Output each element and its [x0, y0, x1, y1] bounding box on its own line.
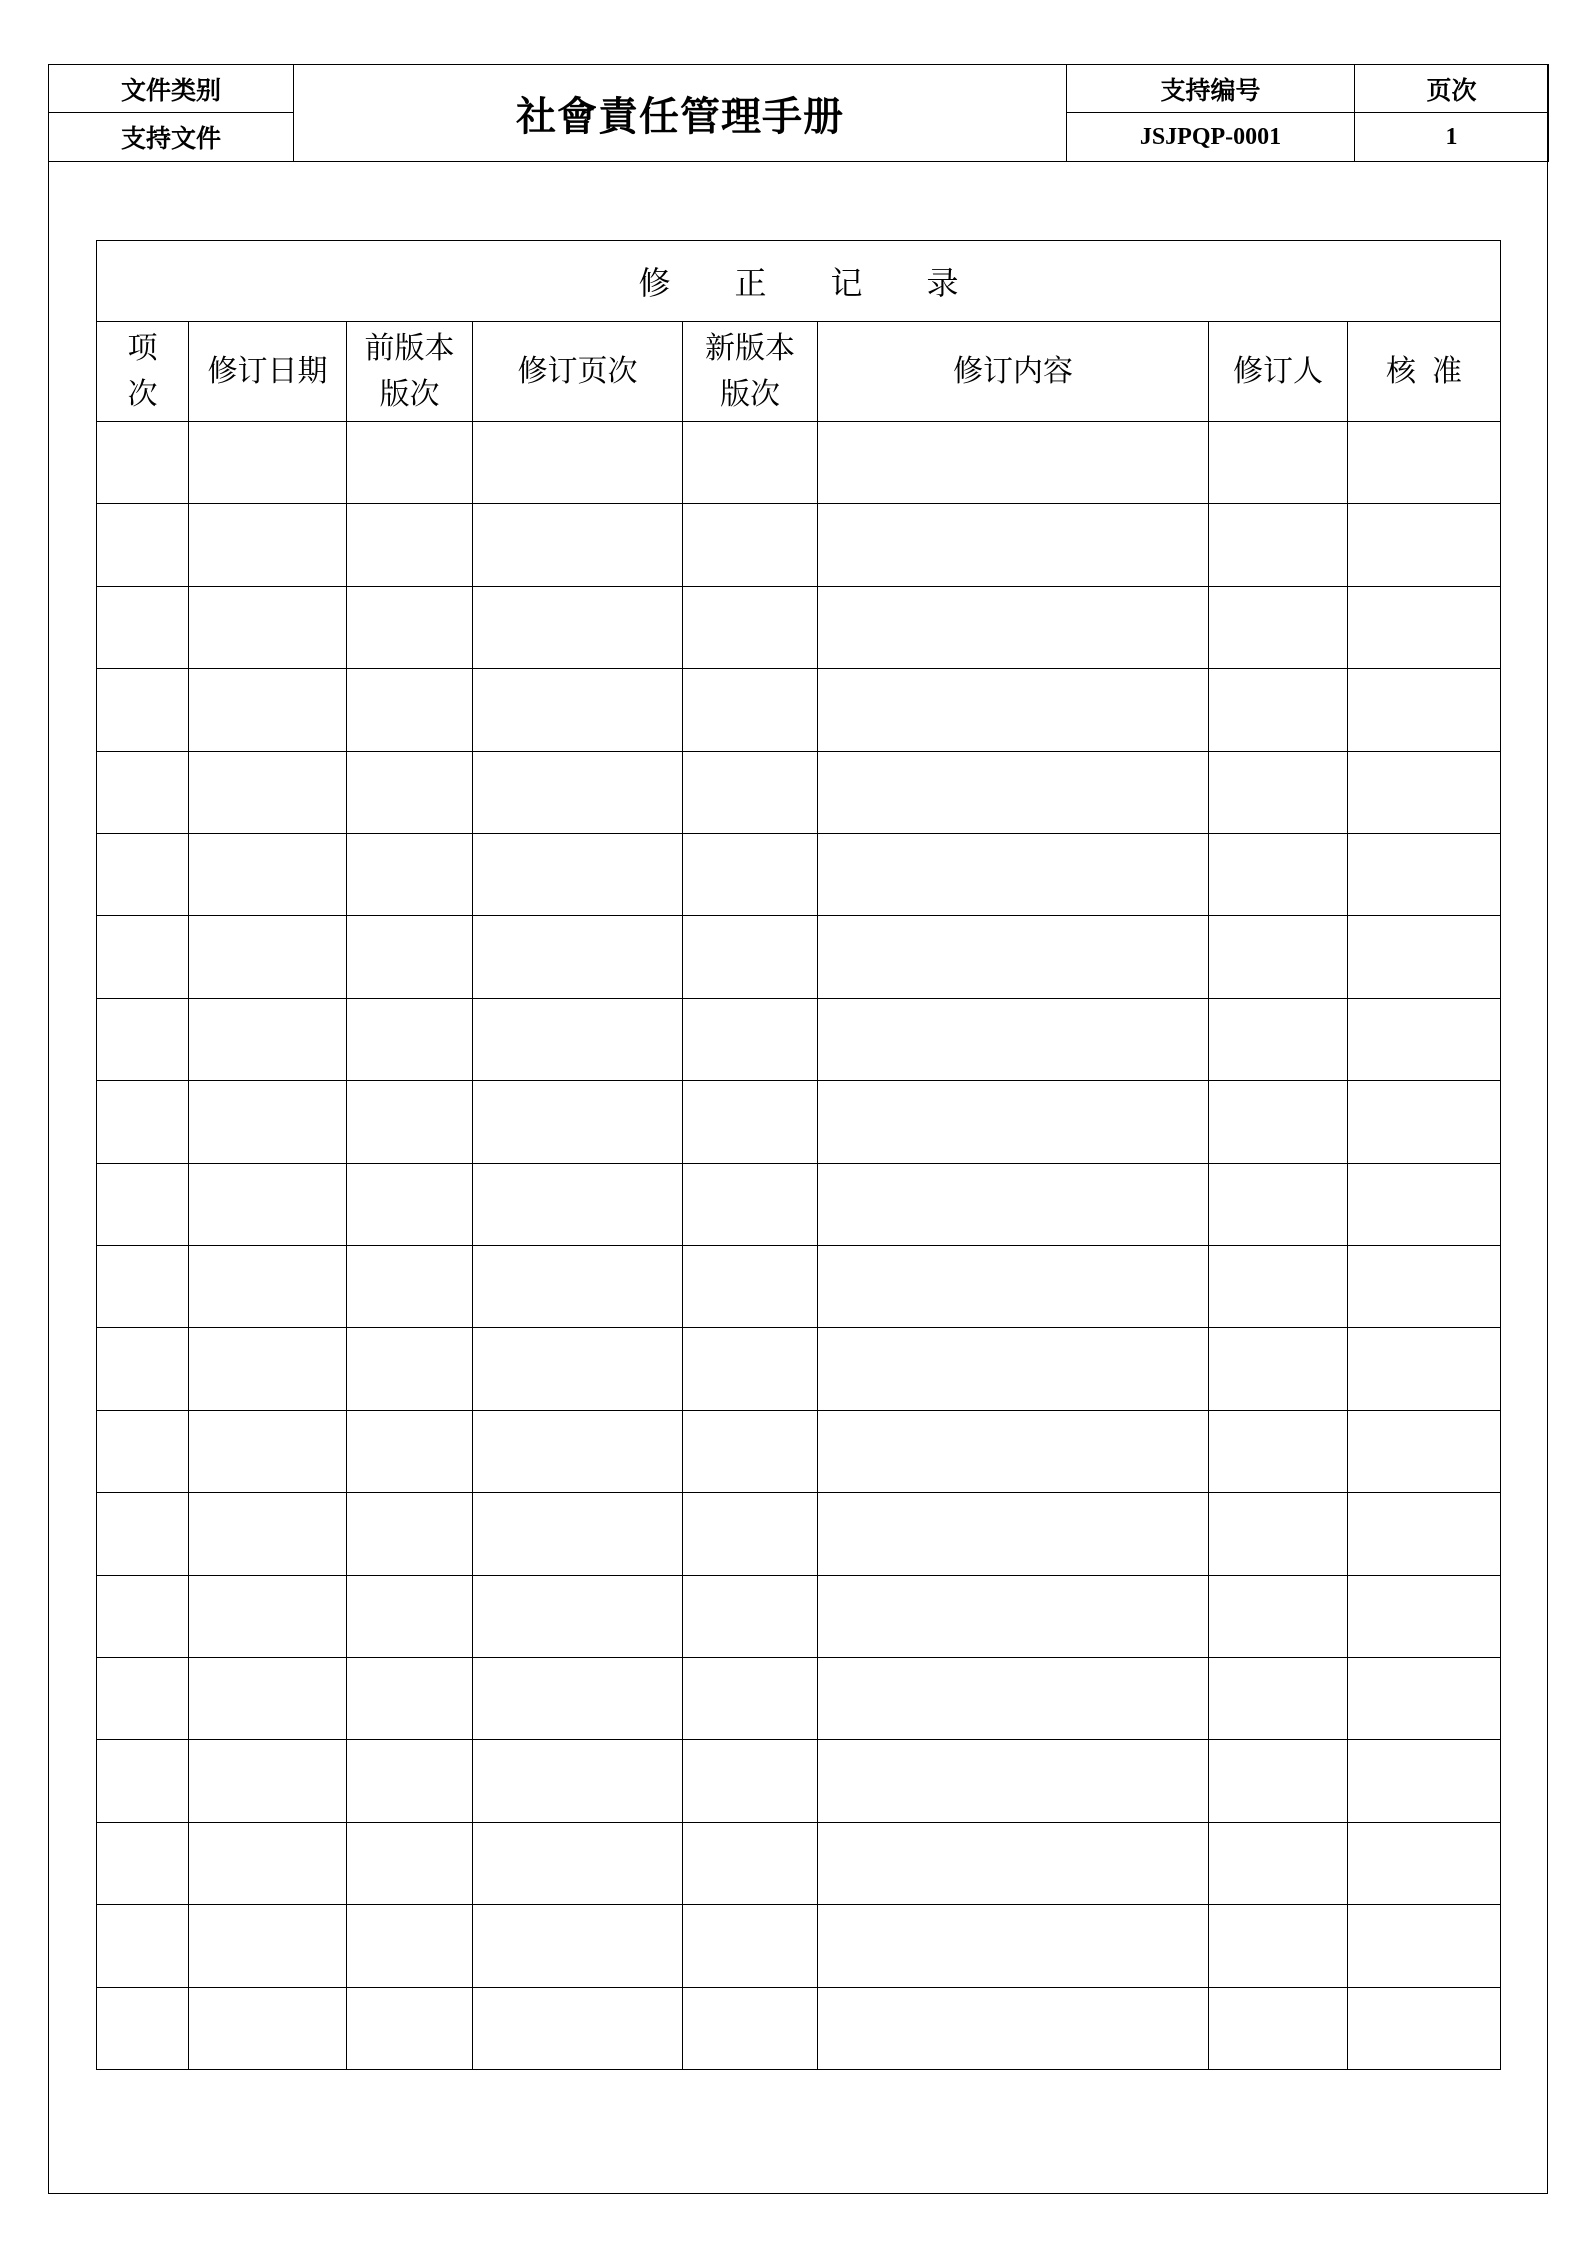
table-cell-approval: [1348, 1657, 1501, 1739]
table-cell-item-no: [97, 1410, 189, 1492]
table-cell-revised-pages: [473, 1657, 683, 1739]
table-cell-new-version: [683, 998, 818, 1080]
table-cell-revision-date: [189, 833, 347, 915]
table-cell-approval: [1348, 1163, 1501, 1245]
table-cell-revised-pages: [473, 751, 683, 833]
table-row: [97, 1987, 1501, 2069]
table-cell-previous-version: [347, 669, 473, 751]
table-cell-previous-version: [347, 1493, 473, 1575]
table-cell-approval: [1348, 998, 1501, 1080]
table-cell-approval: [1348, 1740, 1501, 1822]
table-cell-previous-version: [347, 1245, 473, 1327]
table-cell-reviser: [1209, 1740, 1348, 1822]
page-number-value: 1: [1355, 113, 1549, 162]
table-cell-revised-pages: [473, 1575, 683, 1657]
table-cell-revision-content: [818, 1081, 1209, 1163]
column-header-line2: 版次: [379, 376, 440, 412]
column-header-approval: [1348, 322, 1501, 421]
table-cell-item-no: [97, 421, 189, 503]
table-cell-approval: [1348, 586, 1501, 668]
table-row: [97, 421, 1501, 503]
table-cell-previous-version: [347, 1822, 473, 1904]
table-cell-approval: [1348, 504, 1501, 586]
table-cell-approval: [1348, 1081, 1501, 1163]
table-cell-new-version: [683, 751, 818, 833]
table-cell-previous-version: [347, 504, 473, 586]
table-row: [97, 1493, 1501, 1575]
table-cell-reviser: [1209, 1493, 1348, 1575]
table-cell-revision-date: [189, 916, 347, 998]
table-cell-reviser: [1209, 1657, 1348, 1739]
table-cell-revised-pages: [473, 669, 683, 751]
table-cell-previous-version: [347, 1410, 473, 1492]
column-header-item-no: [97, 322, 189, 421]
table-cell-approval: [1348, 1575, 1501, 1657]
table-cell-revised-pages: [473, 421, 683, 503]
table-cell-revision-date: [189, 1575, 347, 1657]
table-cell-revision-date: [189, 1657, 347, 1739]
table-cell-reviser: [1209, 1245, 1348, 1327]
table-cell-revised-pages: [473, 1987, 683, 2069]
table-cell-item-no: [97, 586, 189, 668]
table-cell-reviser: [1209, 1328, 1348, 1410]
table-cell-previous-version: [347, 833, 473, 915]
table-cell-revised-pages: [473, 1740, 683, 1822]
document-header: [48, 64, 1549, 162]
column-header-line2: 版次: [720, 376, 780, 412]
table-cell-reviser: [1209, 833, 1348, 915]
table-cell-revised-pages: [473, 1410, 683, 1492]
revision-record-table: [96, 240, 1501, 2070]
table-cell-new-version: [683, 1575, 818, 1657]
table-row: [97, 1822, 1501, 1904]
table-cell-revision-date: [189, 751, 347, 833]
table-cell-revision-date: [189, 1163, 347, 1245]
table-cell-item-no: [97, 833, 189, 915]
table-cell-previous-version: [347, 1740, 473, 1822]
table-cell-revised-pages: [473, 916, 683, 998]
table-cell-new-version: [683, 1740, 818, 1822]
table-row: [97, 1575, 1501, 1657]
table-cell-reviser: [1209, 421, 1348, 503]
table-cell-revision-date: [189, 504, 347, 586]
table-row: [97, 669, 1501, 751]
table-cell-revision-date: [189, 669, 347, 751]
table-cell-item-no: [97, 1740, 189, 1822]
table-cell-revised-pages: [473, 1493, 683, 1575]
table-cell-revised-pages: [473, 998, 683, 1080]
column-header-line1: 修订内容: [953, 353, 1073, 389]
column-header-new-version: [683, 322, 818, 421]
document-title: 社會責任管理手册: [294, 65, 1067, 162]
table-cell-revision-date: [189, 421, 347, 503]
table-cell-approval: [1348, 1822, 1501, 1904]
table-cell-new-version: [683, 833, 818, 915]
column-header-line1: 修订人: [1233, 353, 1323, 389]
table-cell-revision-date: [189, 1081, 347, 1163]
table-cell-previous-version: [347, 1657, 473, 1739]
table-cell-reviser: [1209, 916, 1348, 998]
file-category-value: 支持文件: [49, 113, 294, 162]
table-cell-item-no: [97, 1493, 189, 1575]
table-cell-new-version: [683, 1328, 818, 1410]
column-header-line1: 前版本: [364, 330, 455, 366]
table-cell-approval: [1348, 751, 1501, 833]
table-cell-new-version: [683, 1987, 818, 2069]
table-cell-previous-version: [347, 1575, 473, 1657]
table-row: [97, 1410, 1501, 1492]
table-cell-revision-content: [818, 669, 1209, 751]
table-cell-item-no: [97, 504, 189, 586]
table-cell-new-version: [683, 1822, 818, 1904]
table-cell-item-no: [97, 1163, 189, 1245]
column-header-reviser: [1209, 322, 1348, 421]
table-row: [97, 586, 1501, 668]
table-cell-item-no: [97, 1081, 189, 1163]
table-cell-approval: [1348, 1493, 1501, 1575]
table-row: [97, 1657, 1501, 1739]
table-cell-reviser: [1209, 1410, 1348, 1492]
table-cell-item-no: [97, 1575, 189, 1657]
table-cell-previous-version: [347, 1163, 473, 1245]
table-cell-approval: [1348, 669, 1501, 751]
table-cell-reviser: [1209, 504, 1348, 586]
table-cell-new-version: [683, 1081, 818, 1163]
table-cell-revised-pages: [473, 1822, 683, 1904]
table-cell-reviser: [1209, 1822, 1348, 1904]
table-cell-new-version: [683, 1493, 818, 1575]
table-cell-revision-content: [818, 504, 1209, 586]
table-cell-approval: [1348, 1987, 1501, 2069]
table-cell-revision-content: [818, 751, 1209, 833]
table-cell-item-no: [97, 1245, 189, 1327]
table-cell-previous-version: [347, 1905, 473, 1987]
table-row: [97, 1328, 1501, 1410]
table-cell-revision-date: [189, 1822, 347, 1904]
doc-number-value: JSJPQP-0001: [1067, 113, 1355, 162]
column-header-revised-pages: [473, 322, 683, 421]
table-cell-new-version: [683, 586, 818, 668]
table-cell-revised-pages: [473, 1905, 683, 1987]
table-cell-item-no: [97, 916, 189, 998]
table-row: [97, 504, 1501, 586]
table-cell-revision-content: [818, 1493, 1209, 1575]
table-cell-revision-content: [818, 1657, 1209, 1739]
table-cell-new-version: [683, 421, 818, 503]
table-cell-previous-version: [347, 421, 473, 503]
table-cell-revision-content: [818, 586, 1209, 668]
file-category-label: 文件类别: [49, 65, 294, 113]
column-header-previous-version: [347, 322, 473, 421]
table-cell-reviser: [1209, 586, 1348, 668]
table-cell-new-version: [683, 916, 818, 998]
table-cell-approval: [1348, 1245, 1501, 1327]
table-cell-reviser: [1209, 1163, 1348, 1245]
table-cell-approval: [1348, 916, 1501, 998]
table-row: [97, 833, 1501, 915]
table-cell-previous-version: [347, 998, 473, 1080]
table-cell-reviser: [1209, 1575, 1348, 1657]
table-row: [97, 1740, 1501, 1822]
table-cell-item-no: [97, 1822, 189, 1904]
table-cell-previous-version: [347, 1328, 473, 1410]
column-header-line1: 修订日期: [207, 353, 328, 389]
column-header-line1: 修订页次: [517, 353, 638, 389]
page-label: 页次: [1355, 65, 1549, 113]
table-cell-revision-content: [818, 1905, 1209, 1987]
table-cell-revision-date: [189, 998, 347, 1080]
table-cell-new-version: [683, 1410, 818, 1492]
table-cell-item-no: [97, 669, 189, 751]
table-cell-reviser: [1209, 1987, 1348, 2069]
column-header-line2: 次: [127, 376, 158, 412]
table-cell-revision-content: [818, 421, 1209, 503]
table-cell-revision-content: [818, 998, 1209, 1080]
table-cell-approval: [1348, 1328, 1501, 1410]
table-cell-revised-pages: [473, 1081, 683, 1163]
table-cell-item-no: [97, 1987, 189, 2069]
table-cell-new-version: [683, 1245, 818, 1327]
table-cell-item-no: [97, 1905, 189, 1987]
table-cell-item-no: [97, 998, 189, 1080]
table-row: [97, 1905, 1501, 1987]
table-cell-reviser: [1209, 669, 1348, 751]
table-cell-previous-version: [347, 751, 473, 833]
table-cell-previous-version: [347, 1987, 473, 2069]
table-cell-approval: [1348, 833, 1501, 915]
table-cell-revision-content: [818, 1740, 1209, 1822]
table-cell-approval: [1348, 1410, 1501, 1492]
table-cell-new-version: [683, 669, 818, 751]
table-cell-revision-content: [818, 833, 1209, 915]
column-header-revision-date: [189, 322, 347, 421]
table-cell-new-version: [683, 1905, 818, 1987]
table-row: [97, 916, 1501, 998]
table-cell-revision-content: [818, 1822, 1209, 1904]
table-cell-revision-content: [818, 916, 1209, 998]
column-header-line1: 核准: [1386, 353, 1478, 389]
table-cell-reviser: [1209, 1081, 1348, 1163]
table-cell-revision-date: [189, 1328, 347, 1410]
table-cell-approval: [1348, 421, 1501, 503]
table-cell-new-version: [683, 504, 818, 586]
table-cell-revision-content: [818, 1575, 1209, 1657]
table-cell-previous-version: [347, 1081, 473, 1163]
table-cell-revision-date: [189, 1493, 347, 1575]
table-cell-reviser: [1209, 751, 1348, 833]
table-row: [97, 1245, 1501, 1327]
table-row: [97, 1081, 1501, 1163]
table-cell-previous-version: [347, 916, 473, 998]
table-cell-revision-content: [818, 1987, 1209, 2069]
table-cell-revision-date: [189, 1987, 347, 2069]
table-cell-reviser: [1209, 998, 1348, 1080]
table-row: [97, 751, 1501, 833]
table-cell-reviser: [1209, 1905, 1348, 1987]
table-cell-new-version: [683, 1657, 818, 1739]
column-header-line1: 项: [127, 330, 158, 366]
table-cell-revised-pages: [473, 1163, 683, 1245]
table-cell-revision-content: [818, 1328, 1209, 1410]
table-cell-item-no: [97, 751, 189, 833]
revision-table-title: [97, 241, 1501, 322]
table-row: [97, 998, 1501, 1080]
table-cell-revised-pages: [473, 504, 683, 586]
column-header-revision-content: [818, 322, 1209, 421]
table-cell-revised-pages: [473, 586, 683, 668]
table-cell-revised-pages: [473, 1245, 683, 1327]
table-cell-revision-date: [189, 1905, 347, 1987]
table-cell-revision-date: [189, 1740, 347, 1822]
table-cell-revision-date: [189, 586, 347, 668]
table-row: [97, 1163, 1501, 1245]
table-cell-item-no: [97, 1657, 189, 1739]
table-cell-revision-date: [189, 1410, 347, 1492]
table-cell-revised-pages: [473, 833, 683, 915]
column-header-line1: 新版本: [705, 330, 795, 366]
table-cell-approval: [1348, 1905, 1501, 1987]
table-cell-revised-pages: [473, 1328, 683, 1410]
table-cell-new-version: [683, 1163, 818, 1245]
doc-number-label: 支持编号: [1067, 65, 1355, 113]
revision-table-title-text: 修正记录: [638, 264, 1023, 303]
table-cell-previous-version: [347, 586, 473, 668]
table-cell-item-no: [97, 1328, 189, 1410]
table-cell-revision-content: [818, 1245, 1209, 1327]
table-cell-revision-content: [818, 1163, 1209, 1245]
table-cell-revision-content: [818, 1410, 1209, 1492]
table-cell-revision-date: [189, 1245, 347, 1327]
